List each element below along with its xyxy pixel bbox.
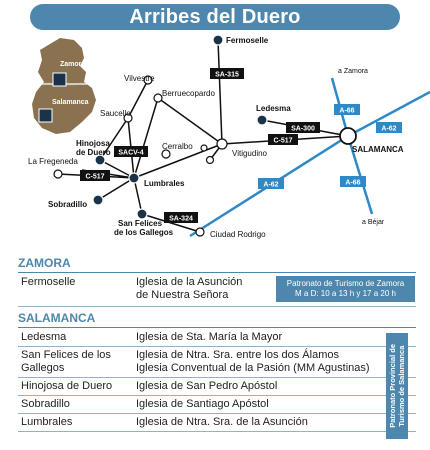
road-fermoselle-vitigudino [218, 40, 222, 144]
to-bejar-label: a Béjar [362, 219, 385, 226]
town-name: San Felices de los Gallegos [21, 349, 111, 374]
la-fregeneda-marker [54, 170, 62, 178]
shield-sa300-label: SA-300 [291, 125, 315, 133]
table-row [18, 347, 416, 378]
berruecopardo-label: Berruecopardo [162, 89, 215, 98]
vilvestre-label: Vilvestre [124, 74, 155, 83]
hinojosa-label-2: de Duero [76, 148, 111, 157]
road-berrueco-vitigudino [158, 98, 222, 144]
shield-c517-east-label: C-517 [273, 137, 293, 145]
shield-c517-west [80, 170, 110, 181]
small-node-marker [201, 145, 207, 151]
church-name: Iglesia de Sta. María la Mayor [136, 331, 283, 343]
monument-tables [18, 256, 416, 432]
shield-a66-north-label: A-66 [339, 107, 355, 115]
shield-a66-south [340, 176, 366, 187]
town-name: Fermoselle [21, 276, 76, 288]
hinojosa-label-1: Hinojosa [76, 139, 110, 148]
featured-town-markers [93, 35, 267, 219]
shield-a66-north [334, 104, 360, 115]
berruecopardo-marker [154, 94, 162, 102]
sobradillo-marker [93, 195, 103, 205]
salamanca-province-shape [32, 82, 96, 134]
inset-salamanca-label: Salamanca [52, 99, 89, 106]
table-row [18, 414, 416, 432]
vitigudino-label: Vitigudino [232, 149, 267, 158]
to-zamora-label: a Zamora [338, 68, 368, 75]
table-row [18, 378, 416, 396]
zamora-tourism-office: Patronato de Turismo de Zamora M a D: 10 a 13 h y 17 a 20 h [276, 276, 415, 302]
church-name: Iglesia de Santiago Apóstol [136, 398, 269, 410]
town-name: Hinojosa de Duero [21, 380, 113, 392]
zamora-section [18, 274, 416, 307]
shield-a62-west-label: A-62 [263, 181, 279, 189]
san-felices-label-2: de los Gallegos [114, 228, 174, 237]
salamanca-section [18, 329, 416, 432]
san-felices-marker [137, 209, 147, 219]
salamanca-marker [340, 128, 356, 144]
town-name: Sobradillo [21, 398, 70, 410]
zamora-heading: ZAMORA [18, 256, 416, 273]
la-fregeneda-label: La Fregeneda [28, 157, 78, 166]
san-felices-label-1: San Felices [118, 219, 163, 228]
salamanca-location-marker [39, 109, 52, 122]
shield-a66-south-label: A-66 [345, 179, 361, 187]
lumbrales-label: Lumbrales [144, 179, 185, 188]
shield-a62-east [376, 122, 402, 133]
table-row [18, 396, 416, 414]
salamanca-heading: SALAMANCA [18, 311, 416, 328]
shield-c517-east [268, 134, 298, 145]
ledesma-label: Ledesma [256, 104, 291, 113]
highway-a62 [190, 92, 430, 236]
shield-sa324-label: SA-324 [169, 215, 193, 223]
church-name: Iglesia de San Pedro Apóstol [136, 380, 278, 392]
shield-sa315-label: SA-315 [215, 71, 239, 79]
zamora-location-marker [53, 73, 66, 86]
salamanca-tourism-office-text: Patronato Provincial de Turismo de Salamanca [388, 344, 406, 428]
fermoselle-marker [213, 35, 223, 45]
shield-a62-east-label: A-62 [381, 125, 397, 133]
province-inset [32, 38, 96, 134]
shield-sacv4-label: SACV-4 [118, 149, 144, 157]
shield-sa324 [164, 212, 198, 223]
road-berrueco-lumbrales [134, 98, 158, 178]
church-name: Iglesia de la Asunción de Nuestra Señora [136, 276, 243, 301]
road-vilvestre-saucelle [128, 80, 148, 118]
shield-sa315 [210, 68, 244, 79]
fermoselle-label: Fermoselle [226, 36, 269, 45]
town-name: Ledesma [21, 331, 67, 343]
ciudad-rodrigo-marker [196, 228, 204, 236]
town-name: Lumbrales [21, 416, 73, 428]
church-name: Iglesia de Ntra. Sra. de la Asunción [136, 416, 308, 428]
shield-a62-west [258, 178, 284, 189]
church-name: Iglesia de Ntra. Sra. entre los dos Álamos Iglesia Conventual de la Pasión (MM Agustinas) [136, 349, 370, 374]
road-sobradillo-lumbrales [98, 178, 134, 200]
vitigudino-spur-marker [207, 157, 214, 164]
shield-sa300 [286, 122, 320, 133]
sobradillo-label: Sobradillo [48, 200, 88, 209]
cerralbo-marker [162, 150, 170, 158]
shield-c517-west-label: C-517 [85, 173, 105, 181]
ciudad-rodrigo-label: Ciudad Rodrigo [210, 230, 266, 239]
inset-zamora-label: Zamora [60, 61, 86, 68]
salamanca-label: SALAMANCA [352, 145, 404, 154]
page-title: Arribes del Duero [129, 5, 301, 28]
highways [190, 78, 430, 236]
saucelle-label: Saucelle [100, 109, 131, 118]
salamanca-tourism-office [386, 333, 408, 439]
vitigudino-marker [217, 139, 227, 149]
table-row [18, 329, 416, 347]
lumbrales-marker [129, 173, 139, 183]
cerralbo-label: Cerralbo [162, 142, 193, 151]
ledesma-marker [257, 115, 267, 125]
shield-sacv4 [114, 146, 148, 157]
